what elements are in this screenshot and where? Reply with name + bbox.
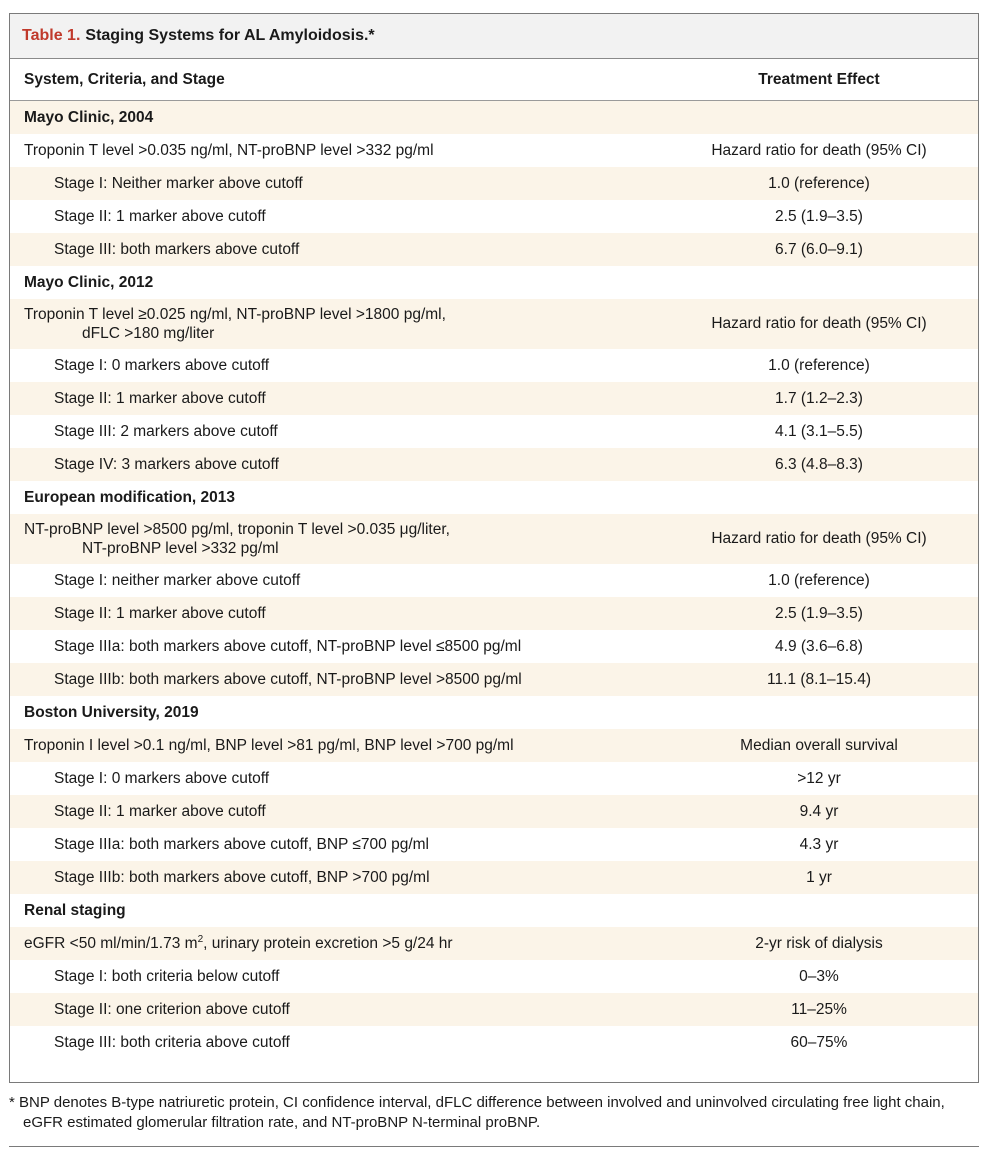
stage-label: Stage II: 1 marker above cutoff — [54, 604, 266, 622]
superscript: 2 — [197, 933, 204, 945]
stage-label: Stage III: both markers above cutoff — [54, 240, 300, 258]
table-header — [10, 59, 978, 101]
table-row-criteria — [10, 299, 978, 349]
stage-label: Stage I: both criteria below cutoff — [54, 967, 280, 985]
row-value: 2.5 (1.9–3.5) — [775, 604, 863, 622]
criteria-text: eGFR <50 ml/min/1.73 m — [24, 935, 198, 952]
table-row-criteria — [10, 927, 978, 960]
table-title — [10, 14, 978, 59]
row-value: Hazard ratio for death (95% CI) — [711, 141, 927, 159]
table-row-section — [10, 894, 978, 927]
stage-label: Stage IIIb: both markers above cutoff, NT-proBNP level >8500 pg/ml — [54, 670, 522, 688]
stage-label: Stage II: 1 marker above cutoff — [54, 802, 266, 820]
table-row-section — [10, 696, 978, 729]
criteria-label: Troponin T level >0.035 ng/ml, NT-proBNP level >332 pg/ml — [24, 142, 434, 159]
row-value: 1 yr — [806, 868, 832, 886]
table-row — [10, 564, 978, 597]
criteria-text-after: , urinary protein excretion >5 g/24 hr — [203, 935, 453, 952]
table-row — [10, 167, 978, 200]
table-row — [10, 200, 978, 233]
row-value: 2.5 (1.9–3.5) — [775, 207, 863, 225]
header-treatment-effect: Treatment Effect — [758, 70, 880, 88]
row-value: 9.4 yr — [799, 802, 839, 820]
stage-label: Stage II: 1 marker above cutoff — [54, 389, 266, 407]
table-row — [10, 448, 978, 481]
table-row — [10, 762, 978, 795]
row-value: 4.9 (3.6–6.8) — [775, 637, 863, 655]
row-value: 1.7 (1.2–2.3) — [775, 389, 863, 407]
criteria-line-2: NT-proBNP level >332 pg/ml — [82, 540, 279, 557]
stage-label: Stage IIIb: both markers above cutoff, BNP >700 pg/ml — [54, 868, 430, 886]
table-row-section — [10, 481, 978, 514]
table-row — [10, 415, 978, 448]
section-label: Mayo Clinic, 2004 — [24, 108, 154, 126]
header-system: System, Criteria, and Stage — [24, 70, 225, 88]
row-value: 6.7 (6.0–9.1) — [775, 240, 863, 258]
row-value: 6.3 (4.8–8.3) — [775, 455, 863, 473]
section-label: European modification, 2013 — [24, 488, 236, 506]
row-value: 1.0 (reference) — [768, 174, 870, 192]
stage-label: Stage I: 0 markers above cutoff — [54, 769, 270, 787]
row-value: 4.3 yr — [799, 835, 839, 853]
section-label: Renal staging — [24, 901, 126, 919]
table-footnote — [9, 1093, 979, 1133]
table-row — [10, 861, 978, 894]
table-row — [10, 960, 978, 993]
table-row — [10, 597, 978, 630]
table-row-section — [10, 266, 978, 299]
criteria-line-1: NT-proBNP level >8500 pg/ml, troponin T level >0.035 μg/liter, — [24, 521, 450, 538]
criteria-line-1: Troponin T level ≥0.025 ng/ml, NT-proBNP level >1800 pg/ml, — [24, 306, 446, 323]
table-title-text: Staging Systems for AL Amyloidosis.* — [85, 27, 375, 44]
row-value: 60–75% — [790, 1033, 848, 1051]
row-value: 1.0 (reference) — [768, 356, 870, 374]
section-label: Mayo Clinic, 2012 — [24, 273, 154, 291]
stage-label: Stage III: 2 markers above cutoff — [54, 422, 278, 440]
row-value: 2-yr risk of dialysis — [755, 934, 883, 952]
row-value: Median overall survival — [740, 736, 898, 754]
table-row-criteria — [10, 134, 978, 167]
table-row-criteria — [10, 514, 978, 564]
criteria-label: Troponin I level >0.1 ng/ml, BNP level >81 pg/ml, BNP level >700 pg/ml — [24, 737, 514, 754]
criteria-label — [10, 928, 660, 959]
criteria-line-2: dFLC >180 mg/liter — [82, 325, 215, 342]
row-value: 11.1 (8.1–15.4) — [767, 670, 871, 688]
section-label: Boston University, 2019 — [24, 703, 199, 721]
stage-label: Stage IV: 3 markers above cutoff — [54, 455, 279, 473]
criteria-label — [10, 514, 660, 564]
stage-label: Stage IIIa: both markers above cutoff, NT-proBNP level ≤8500 pg/ml — [54, 637, 522, 655]
row-value: Hazard ratio for death (95% CI) — [711, 315, 927, 332]
criteria-label — [10, 299, 660, 349]
table-row — [10, 382, 978, 415]
row-value: 0–3% — [799, 967, 839, 985]
table-row — [10, 630, 978, 663]
stage-label: Stage II: 1 marker above cutoff — [54, 207, 266, 225]
stage-label: Stage I: Neither marker above cutoff — [54, 174, 303, 192]
stage-label: Stage III: both criteria above cutoff — [54, 1033, 290, 1051]
row-value: >12 yr — [797, 769, 841, 787]
table-row — [10, 1026, 978, 1059]
row-value: 11–25% — [791, 1000, 847, 1018]
table-row — [10, 993, 978, 1026]
stage-label: Stage IIIa: both markers above cutoff, BNP ≤700 pg/ml — [54, 835, 429, 853]
row-value: 4.1 (3.1–5.5) — [775, 422, 863, 440]
table-row — [10, 828, 978, 861]
stage-label: Stage I: neither marker above cutoff — [54, 571, 301, 589]
bottom-divider — [9, 1146, 979, 1147]
stage-label: Stage II: one criterion above cutoff — [54, 1000, 290, 1018]
table-row — [10, 349, 978, 382]
table-title-label: Table 1. — [22, 27, 81, 44]
table-row — [10, 663, 978, 696]
table-frame — [9, 13, 979, 1083]
row-value: 1.0 (reference) — [768, 571, 870, 589]
stage-label: Stage I: 0 markers above cutoff — [54, 356, 270, 374]
table-row — [10, 233, 978, 266]
table-row-criteria — [10, 729, 978, 762]
row-value: Hazard ratio for death (95% CI) — [711, 530, 927, 547]
footnote-text: * BNP denotes B-type natriuretic protein, CI confidence interval, dFLC difference between involved and uninvolved circulating free light chain, eGFR estimated glomerular filtration rate, and NT-proBNP N-terminal proBNP. — [9, 1094, 945, 1131]
table-row-section — [10, 101, 978, 134]
table-row — [10, 795, 978, 828]
